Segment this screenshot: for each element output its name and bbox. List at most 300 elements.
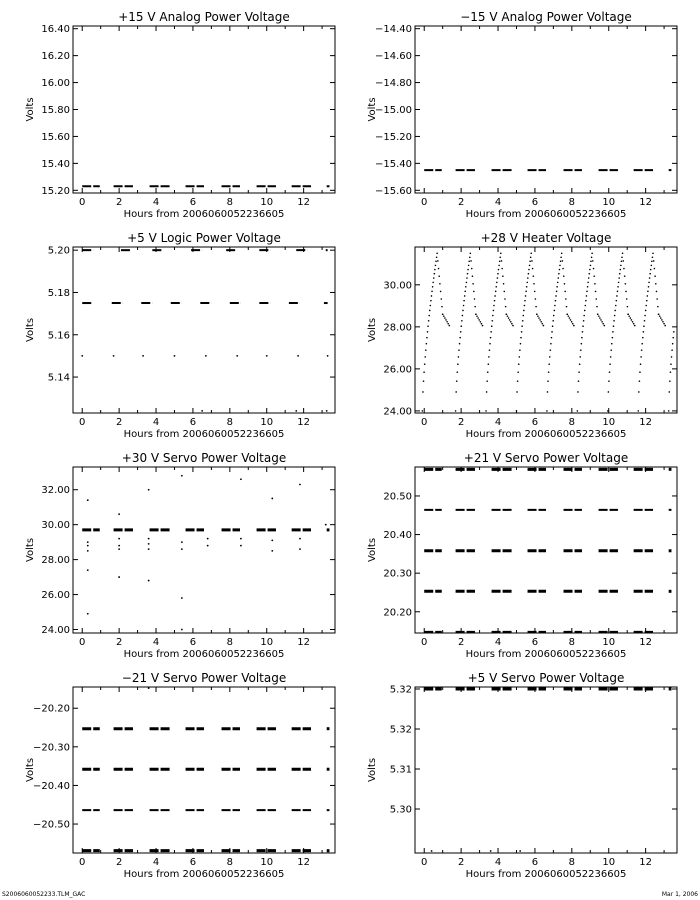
chart-panel-7: [25, 671, 335, 880]
data-point: [593, 275, 595, 277]
y-axis-label: Volts: [367, 757, 378, 783]
data-point: [181, 548, 183, 550]
data-point: [573, 325, 575, 327]
data-point: [566, 306, 568, 308]
data-point: [490, 337, 492, 339]
data-point: [488, 363, 490, 365]
data-point: [439, 283, 441, 285]
data-point: [569, 317, 571, 319]
data-point: [578, 371, 580, 373]
data-point: [614, 315, 616, 317]
data-point: [623, 268, 625, 270]
data-point: [492, 315, 494, 317]
x-tick-label: 4: [152, 417, 160, 428]
y-tick-label: 28.00: [383, 322, 412, 334]
data-point: [649, 273, 651, 275]
data-point: [526, 286, 528, 288]
x-tick-label: 0: [421, 637, 428, 648]
data-point: [558, 273, 560, 275]
data-point: [559, 269, 561, 271]
data-point: [508, 317, 510, 319]
data-point: [523, 310, 525, 312]
data-point: [526, 282, 528, 284]
data-point: [181, 597, 183, 599]
data-point: [599, 317, 601, 319]
data-point: [617, 286, 619, 288]
data-point: [625, 291, 627, 293]
data-point: [299, 484, 301, 486]
data-point: [581, 343, 583, 345]
data-point: [486, 380, 488, 382]
y-tick-label: 32.00: [41, 485, 70, 497]
data-point: [462, 310, 464, 312]
data-point: [434, 269, 436, 271]
data-point: [585, 305, 587, 307]
data-point: [608, 391, 610, 393]
data-point: [503, 283, 505, 285]
x-tick-label: 6: [531, 417, 539, 428]
data-point: [87, 569, 89, 571]
data-point: [527, 277, 529, 279]
data-point: [297, 355, 299, 357]
data-point: [671, 349, 673, 351]
y-tick-label: −15.00: [374, 105, 412, 116]
data-point: [435, 265, 437, 267]
data-point: [486, 391, 488, 393]
x-tick-label: 2: [457, 637, 465, 648]
y-tick-label: 15.40: [41, 158, 70, 170]
x-axis-label: Hours from 2006060052236605: [123, 649, 285, 660]
data-point: [447, 323, 449, 325]
y-tick-label: 20.30: [383, 568, 412, 580]
data-point: [659, 315, 661, 317]
data-point: [87, 613, 89, 615]
y-tick-label: 15.80: [41, 105, 70, 116]
data-point: [181, 629, 183, 631]
footer-date: Mar 1, 2006: [661, 891, 698, 898]
data-point: [181, 475, 183, 477]
data-point: [591, 256, 593, 258]
y-tick-label: 16.00: [41, 78, 70, 90]
data-point: [466, 282, 468, 284]
data-point: [501, 260, 503, 262]
data-point: [672, 337, 674, 339]
data-point: [592, 260, 594, 262]
x-tick-label: 4: [152, 637, 160, 648]
data-point: [612, 331, 614, 333]
x-tick-label: 2: [457, 417, 465, 428]
y-axis-label: Volts: [367, 97, 378, 122]
data-point: [570, 319, 572, 321]
data-point: [550, 343, 552, 345]
data-point: [517, 380, 519, 382]
data-point: [668, 391, 670, 393]
data-point: [557, 282, 559, 284]
y-tick-label: −15.60: [374, 185, 412, 197]
data-point: [522, 320, 524, 322]
data-point: [430, 300, 432, 302]
data-point: [655, 283, 657, 285]
data-point: [610, 349, 612, 351]
data-point: [438, 275, 440, 277]
data-point: [485, 410, 487, 412]
data-point: [429, 310, 431, 312]
data-point: [240, 478, 242, 480]
data-point: [607, 410, 609, 412]
data-point: [590, 260, 592, 262]
data-point: [488, 356, 490, 358]
data-point: [585, 300, 587, 302]
data-point: [446, 321, 448, 323]
data-point: [556, 291, 558, 293]
data-point: [427, 331, 429, 333]
data-point: [430, 305, 432, 307]
chart-title: +5 V Logic Power Voltage: [127, 231, 281, 245]
data-point: [572, 323, 574, 325]
data-point: [538, 317, 540, 319]
data-point: [587, 282, 589, 284]
data-point: [489, 349, 491, 351]
data-point: [509, 319, 511, 321]
x-tick-label: 10: [602, 857, 616, 868]
data-point: [632, 321, 634, 323]
data-point: [422, 410, 424, 412]
data-point: [295, 410, 297, 412]
data-point: [604, 325, 606, 327]
data-point: [463, 300, 465, 302]
x-tick-label: 12: [297, 637, 311, 648]
x-tick-label: 12: [639, 637, 653, 648]
data-point: [87, 550, 89, 552]
data-point: [639, 371, 641, 373]
data-point: [148, 687, 150, 689]
data-point: [673, 331, 675, 333]
data-point: [561, 253, 563, 255]
y-tick-label: −20.20: [32, 703, 70, 715]
data-point: [460, 325, 462, 327]
y-tick-label: −20.40: [32, 780, 70, 792]
y-tick-label: 16.20: [41, 51, 70, 63]
data-point: [552, 325, 554, 327]
x-axis-label: Hours from 2006060052236605: [123, 209, 285, 220]
chart-title: +28 V Heater Voltage: [480, 231, 612, 245]
y-tick-label: 5.16: [47, 330, 70, 342]
x-tick-label: 10: [260, 637, 274, 648]
data-point: [440, 298, 442, 300]
data-point: [481, 323, 483, 325]
data-point: [551, 337, 553, 339]
data-point: [621, 260, 623, 262]
data-point: [554, 310, 556, 312]
data-series-2: [431, 850, 521, 852]
data-point: [582, 331, 584, 333]
chart-panel-2: [367, 10, 677, 220]
x-tick-label: 8: [568, 417, 576, 428]
data-point: [118, 513, 120, 515]
data-point: [584, 310, 586, 312]
data-point: [517, 371, 519, 373]
data-point: [549, 356, 551, 358]
data-point: [644, 315, 646, 317]
data-point: [428, 315, 430, 317]
data-point: [472, 283, 474, 285]
data-point: [560, 256, 562, 258]
data-point: [461, 320, 463, 322]
data-point: [640, 356, 642, 358]
y-tick-label: 20.50: [383, 491, 412, 503]
data-point: [462, 315, 464, 317]
x-tick-label: 2: [457, 857, 465, 868]
data-point: [474, 298, 476, 300]
y-axis-label: Volts: [25, 757, 36, 783]
x-tick-label: 12: [639, 417, 653, 428]
plot-frame: [415, 247, 677, 413]
chart-title: +15 V Analog Power Voltage: [118, 10, 290, 24]
data-point: [535, 306, 537, 308]
data-point: [524, 305, 526, 307]
data-point: [482, 325, 484, 327]
data-point: [528, 273, 530, 275]
data-point: [519, 349, 521, 351]
data-point: [497, 277, 499, 279]
data-point: [470, 260, 472, 262]
x-tick-label: 0: [421, 417, 428, 428]
data-point: [630, 317, 632, 319]
data-point: [565, 298, 567, 300]
data-point: [596, 306, 598, 308]
data-point: [431, 291, 433, 293]
data-point: [240, 545, 242, 547]
chart-title: +30 V Servo Power Voltage: [121, 451, 287, 465]
data-point: [521, 325, 523, 327]
data-point: [118, 576, 120, 578]
y-tick-label: 20.20: [383, 607, 412, 619]
data-point: [148, 543, 150, 545]
data-point: [494, 295, 496, 297]
data-point: [518, 363, 520, 365]
data-point: [550, 349, 552, 351]
data-point: [469, 256, 471, 258]
x-tick-label: 4: [494, 417, 502, 428]
data-point: [613, 325, 615, 327]
data-point: [557, 277, 559, 279]
data-point: [299, 538, 301, 540]
data-point: [652, 256, 654, 258]
data-point: [504, 298, 506, 300]
data-point: [443, 315, 445, 317]
data-point: [628, 315, 630, 317]
data-point: [645, 310, 647, 312]
x-tick-label: 8: [568, 197, 576, 208]
data-point: [449, 325, 451, 327]
data-point: [547, 380, 549, 382]
data-point: [502, 275, 504, 277]
data-point: [506, 313, 508, 315]
data-point: [142, 355, 144, 357]
data-point: [609, 363, 611, 365]
data-point: [664, 325, 666, 327]
plot-frame: [415, 26, 677, 193]
data-point: [500, 253, 502, 255]
data-point: [647, 295, 649, 297]
x-tick-label: 4: [494, 857, 502, 868]
data-point: [459, 343, 461, 345]
data-point: [641, 343, 643, 345]
data-point: [87, 499, 89, 501]
data-point: [621, 256, 623, 258]
data-point: [619, 273, 621, 275]
chart-panel-1: [25, 10, 335, 220]
data-point: [633, 323, 635, 325]
x-tick-label: 0: [421, 197, 428, 208]
data-point: [431, 850, 433, 852]
data-point: [564, 283, 566, 285]
data-point: [637, 410, 639, 412]
data-point: [207, 538, 209, 540]
data-point: [422, 391, 424, 393]
data-point: [553, 315, 555, 317]
data-point: [669, 380, 671, 382]
data-point: [579, 356, 581, 358]
data-point: [530, 256, 532, 258]
data-point: [240, 538, 242, 540]
data-point: [478, 319, 480, 321]
footer-filename: S2006060052233.TLM_GAC: [2, 891, 86, 898]
data-point: [459, 337, 461, 339]
data-point: [465, 286, 467, 288]
data-point: [580, 349, 582, 351]
x-tick-label: 2: [457, 197, 465, 208]
data-point: [466, 277, 468, 279]
data-point: [498, 269, 500, 271]
data-point: [493, 310, 495, 312]
data-point: [551, 331, 553, 333]
data-point: [495, 286, 497, 288]
y-axis-label: Volts: [25, 317, 36, 343]
data-point: [661, 319, 663, 321]
x-tick-label: 6: [531, 637, 539, 648]
data-point: [436, 256, 438, 258]
data-point: [520, 343, 522, 345]
data-point: [494, 300, 496, 302]
x-tick-label: 4: [152, 857, 160, 868]
data-point: [543, 325, 545, 327]
data-point: [554, 305, 556, 307]
data-point: [617, 291, 619, 293]
y-tick-label: 5.30: [389, 804, 412, 816]
x-tick-label: 8: [568, 637, 576, 648]
data-point: [593, 268, 595, 270]
data-point: [615, 305, 617, 307]
data-point: [473, 291, 475, 293]
plot-frame: [73, 467, 335, 633]
data-point: [442, 313, 444, 315]
x-tick-label: 12: [297, 417, 311, 428]
data-point: [491, 320, 493, 322]
y-tick-label: 5.31: [389, 764, 412, 776]
data-point: [644, 320, 646, 322]
data-point: [207, 545, 209, 547]
data-point: [590, 265, 592, 267]
y-tick-label: 30.00: [41, 520, 70, 532]
data-point: [638, 391, 640, 393]
data-point: [426, 337, 428, 339]
data-point: [650, 269, 652, 271]
data-point: [532, 268, 534, 270]
data-point: [642, 337, 644, 339]
data-point: [634, 325, 636, 327]
data-point: [445, 319, 447, 321]
data-point: [455, 410, 457, 412]
data-point: [440, 291, 442, 293]
data-point: [660, 317, 662, 319]
data-point: [472, 275, 474, 277]
data-series-1: [422, 253, 675, 412]
data-point: [519, 356, 521, 358]
x-tick-label: 2: [115, 637, 123, 648]
data-point: [525, 295, 527, 297]
y-tick-label: 5.32: [389, 684, 412, 696]
data-point: [562, 260, 564, 262]
data-point: [609, 371, 611, 373]
data-point: [536, 313, 538, 315]
data-point: [622, 260, 624, 262]
data-point: [271, 539, 273, 541]
y-tick-label: 5.18: [47, 287, 70, 299]
data-point: [586, 295, 588, 297]
data-point: [467, 269, 469, 271]
data-point: [529, 265, 531, 267]
data-point: [648, 286, 650, 288]
y-tick-label: 20.40: [383, 530, 412, 542]
y-tick-label: 15.20: [41, 185, 70, 197]
data-point: [507, 315, 509, 317]
x-tick-label: 4: [494, 197, 502, 208]
plot-frame: [415, 687, 677, 853]
data-point: [299, 548, 301, 550]
data-point: [653, 260, 655, 262]
y-axis-label: Volts: [25, 97, 36, 122]
data-point: [520, 337, 522, 339]
data-point: [555, 300, 557, 302]
data-point: [643, 331, 645, 333]
data-point: [497, 273, 499, 275]
data-point: [610, 356, 612, 358]
data-point: [496, 282, 498, 284]
y-tick-label: 5.32: [389, 724, 412, 736]
x-tick-label: 10: [260, 197, 274, 208]
data-point: [477, 317, 479, 319]
x-tick-label: 12: [297, 857, 311, 868]
data-point: [531, 260, 533, 262]
data-point: [460, 331, 462, 333]
y-tick-label: −15.40: [374, 158, 412, 170]
data-point: [519, 850, 521, 852]
data-point: [546, 410, 548, 412]
data-point: [441, 306, 443, 308]
data-point: [614, 310, 616, 312]
data-point: [643, 325, 645, 327]
data-point: [582, 325, 584, 327]
data-point: [236, 355, 238, 357]
data-point: [524, 300, 526, 302]
data-point: [662, 321, 664, 323]
data-point: [588, 277, 590, 279]
data-point: [528, 269, 530, 271]
data-point: [646, 300, 648, 302]
data-point: [468, 265, 470, 267]
data-point: [467, 273, 469, 275]
